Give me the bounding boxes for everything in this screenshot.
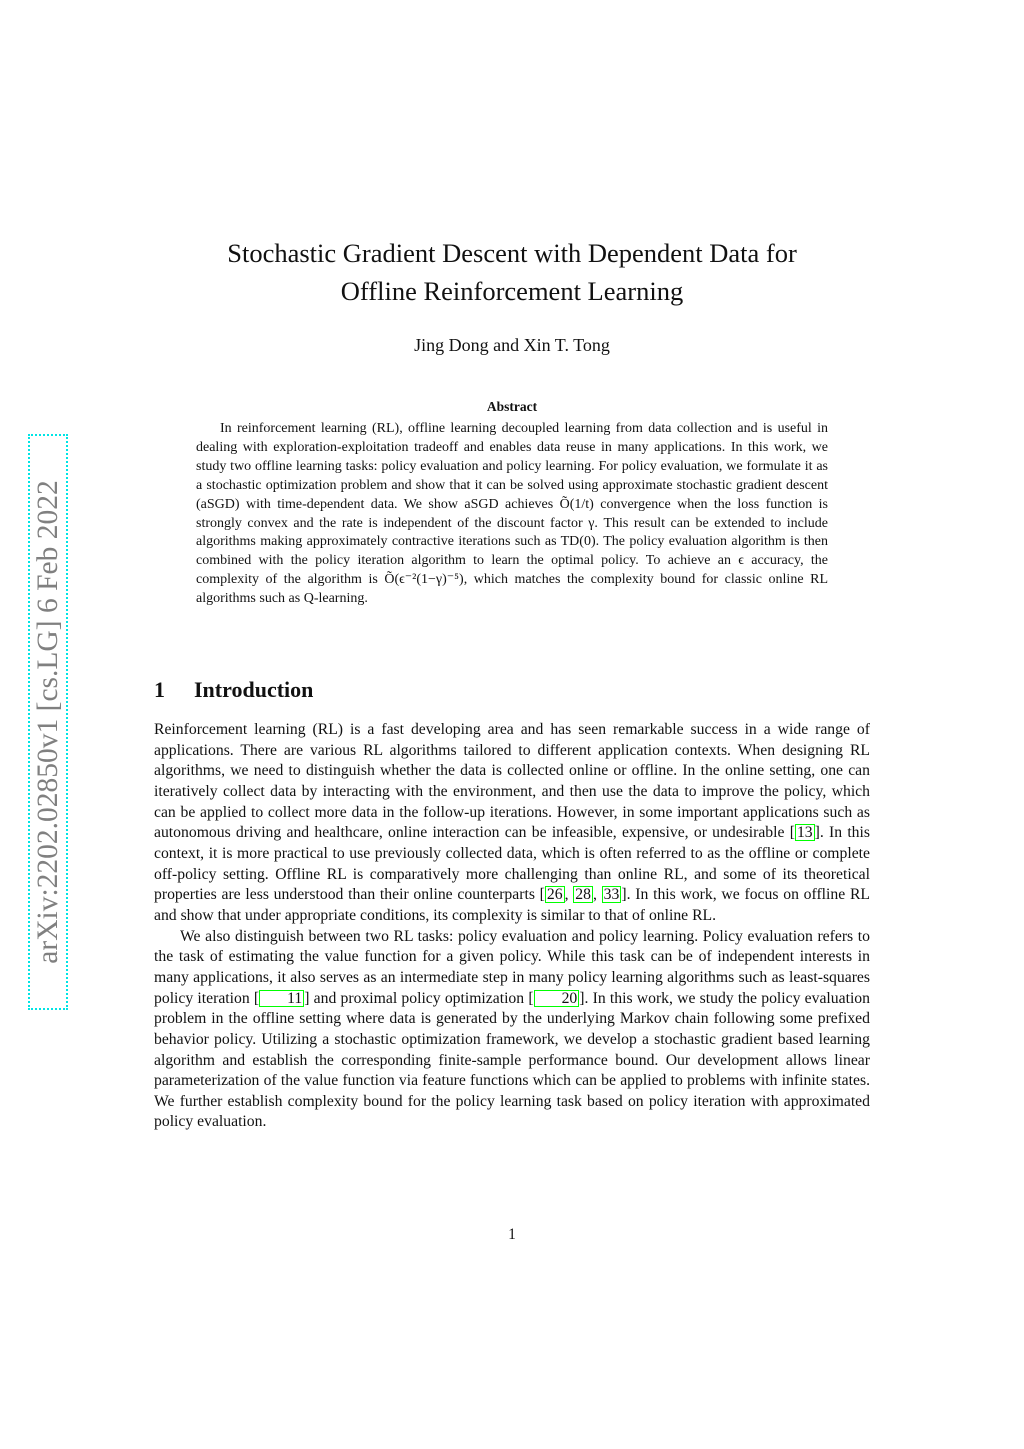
abstract-text (196, 420, 828, 609)
section-title: Introduction (194, 677, 314, 702)
title-line-2: Offline Reinforcement Learning (340, 276, 684, 306)
paragraph-text: Reinforcement learning (RL) is a fast developing area and has seen remarkable success in a wide range of applications. There are various RL algorithms tailored to different application contexts. When designing RL algorithms, we need to distinguish whether the data is collected online or offline. In the online setting, one can iteratively collect data by interacting with the environment, and then use the data to improve the policy, which can be applied to collect more data in the follow-up iterations. However, in some important applications such as autonomous driving and healthcare, online interaction can be infeasible, expensive, or undesirable [ (154, 721, 870, 842)
paragraph-text: We also distinguish between two RL tasks: policy evaluation and policy learning. Policy evaluation refers to the task of estimating the value function for a given policy. While this task can be of independent interests in many applications, it also serves as an intermediate step in many policy learning algorithms such as least-squares policy iteration [ (154, 927, 870, 1007)
citation-separator: , (592, 886, 602, 904)
authors: Jing Dong and Xin T. Tong (414, 335, 610, 355)
citation-separator: , (564, 886, 574, 904)
arxiv-identifier-stamp[interactable]: arXiv:2202.02850v1 [cs.LG] 6 Feb 2022 (28, 434, 68, 1010)
citation-link[interactable]: 26 (546, 886, 563, 904)
paragraph-text: ]. In this work, we study the policy evaluation problem in the offline setting where data is generated by the underlying Markov chain following some prefixed behavior policy. Utilizing a stochastic optimization framework, we develop a stochastic gradient based learning algorithm and establish the corresponding finite-sample performance bound. Our development allows linear parameterization of the value function via feature functions which can be applied to problems with infinite states. We further establish complexity bound for the policy learning task based on policy iteration with approximated policy evaluation. (154, 989, 870, 1131)
paragraph-text: ] and proximal policy optimization [ (304, 989, 534, 1007)
paragraph-text: ]. In this context, it is more practical to use previously collected data, which is often referred to as the offline or complete off-policy setting. Offline RL is comparatively more challenging than online RL, and some of its theoretical properties are less understood than their online counterparts [ (154, 824, 870, 904)
paper-title (150, 234, 874, 310)
citation-link[interactable]: 28 (575, 886, 591, 904)
paragraph-text: ]. In this work, we focus on offline RL and show that under appropriate conditions, its complexity is similar to that of online RL. (154, 886, 871, 924)
intro-paragraph-1 (154, 720, 870, 927)
abstract-paragraph: In reinforcement learning (RL), offline learning decoupled learning from data collection and is useful in dealing with exploration-exploitation tradeoff and enables data reuse in many applications. In this work, we study two offline learning tasks: policy evaluation and policy learning. For policy evaluation, we formulate it as a stochastic optimization problem and show that it can be solved using approximate stochastic gradient descent (aSGD) with time-dependent data. We show aSGD achieves Õ(1/t) convergence when the loss function is strongly convex and the rate is independent of the discount factor γ. This result can be extended to include algorithms making approximately contractive iterations such as TD(0). The policy evaluation algorithm is then combined with the policy iteration algorithm to learn the optimal policy. To achieve an ϵ accuracy, the complexity of the algorithm is Õ(ϵ⁻²(1−γ)⁻⁵), which matches the complexity bound for classic online RL algorithms such as Q-learning. (196, 421, 828, 607)
citation-link[interactable]: 20 (534, 990, 580, 1007)
citation-link[interactable]: 13 (796, 824, 813, 842)
section-heading-introduction (154, 676, 313, 704)
intro-paragraph-2 (154, 927, 870, 1134)
introduction-body (154, 720, 870, 1133)
page-number: 1 (508, 1226, 516, 1243)
abstract-heading: Abstract (486, 399, 538, 414)
citation-link[interactable]: 33 (603, 886, 620, 904)
section-number: 1 (154, 677, 165, 702)
citation-link[interactable]: 11 (259, 990, 304, 1007)
title-line-1: Stochastic Gradient Descent with Dependent Data for (227, 238, 797, 268)
